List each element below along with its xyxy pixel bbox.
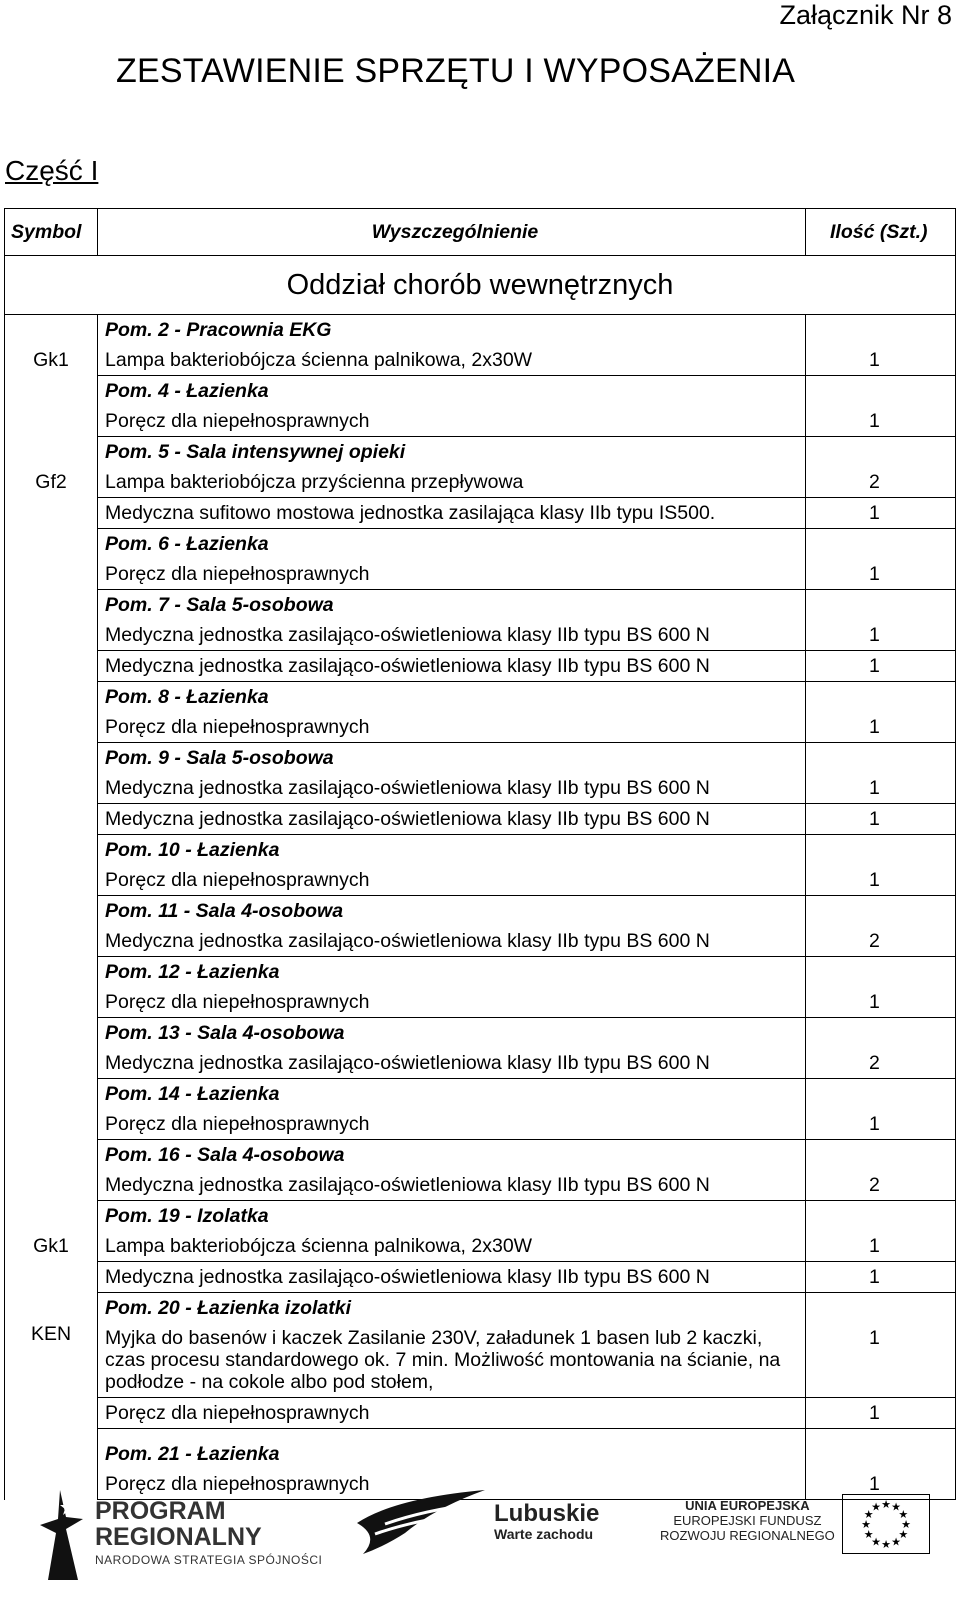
header-symbol: Symbol: [5, 209, 98, 256]
quantity-cell: [806, 957, 956, 988]
item-row: [5, 926, 956, 957]
quantity-cell: 1: [806, 406, 956, 437]
room-name: Pom. 4 - Łazienka: [98, 376, 806, 407]
symbol-cell: [5, 926, 98, 957]
quantity-cell: 1: [806, 620, 956, 651]
eu-star-icon: ★: [881, 1499, 891, 1511]
item-description: Poręcz dla niepełnosprawnych: [98, 865, 806, 896]
quantity-cell: [806, 590, 956, 621]
item-description: Medyczna jednostka zasilająco-oświetleniowa klasy IIb typu BS 600 N: [98, 926, 806, 957]
table-header-row: [5, 209, 956, 256]
item-row: [5, 1170, 956, 1201]
program-regionalny-text: [95, 1498, 322, 1567]
header-description: Wyszczególnienie: [98, 209, 806, 256]
symbol-cell: [5, 835, 98, 866]
room-row: [5, 896, 956, 927]
room-row: [5, 743, 956, 774]
room-row: [5, 957, 956, 988]
symbol-cell: [5, 1018, 98, 1049]
room-row: [5, 1140, 956, 1171]
quantity-cell: [806, 896, 956, 927]
quantity-cell: 2: [806, 1170, 956, 1201]
item-description: Medyczna jednostka zasilająco-oświetleniowa klasy IIb typu BS 600 N: [98, 620, 806, 651]
symbol-cell: [5, 498, 98, 529]
quantity-cell: 1: [806, 1398, 956, 1429]
item-row: [5, 651, 956, 682]
symbol-cell: [5, 957, 98, 988]
symbol-cell: [5, 1079, 98, 1110]
item-description: Poręcz dla niepełnosprawnych: [98, 712, 806, 743]
program-line-2: REGIONALNY: [95, 1523, 262, 1551]
symbol-cell: [5, 743, 98, 774]
item-row: [5, 345, 956, 376]
item-row: [5, 1398, 956, 1429]
symbol-cell: [5, 1398, 98, 1429]
lubuskie-logo-icon: [355, 1488, 490, 1563]
symbol-cell: [5, 896, 98, 927]
symbol-cell: [5, 1201, 98, 1232]
symbol-cell: [5, 651, 98, 682]
room-row: [5, 590, 956, 621]
symbol-cell: [5, 804, 98, 835]
room-name: Pom. 19 - Izolatka: [98, 1201, 806, 1232]
quantity-cell: 1: [806, 1323, 956, 1398]
symbol-cell: [5, 1439, 98, 1469]
symbol-cell: [5, 682, 98, 713]
room-name: Pom. 6 - Łazienka: [98, 529, 806, 560]
item-row: [5, 1048, 956, 1079]
item-description: Lampa bakteriobójcza przyścienna przepływowa: [98, 467, 806, 498]
symbol-cell: [5, 529, 98, 560]
room-name: Pom. 9 - Sala 5-osobowa: [98, 743, 806, 774]
department-title: Oddział chorób wewnętrznych: [5, 256, 956, 315]
room-row: [5, 682, 956, 713]
symbol-cell: [5, 1262, 98, 1293]
symbol-cell: [5, 437, 98, 468]
spacer-cell: [98, 1429, 806, 1440]
room-row: [5, 315, 956, 346]
attachment-label: Załącznik Nr 8: [779, 0, 952, 30]
symbol-cell: [5, 376, 98, 407]
item-row: [5, 620, 956, 651]
item-description: Poręcz dla niepełnosprawnych: [98, 1109, 806, 1140]
room-row: [5, 1293, 956, 1324]
item-row: [5, 467, 956, 498]
item-description: Poręcz dla niepełnosprawnych: [98, 406, 806, 437]
page-title: ZESTAWIENIE SPRZĘTU I WYPOSAŻENIA: [116, 52, 796, 90]
department-row: [5, 256, 956, 315]
eu-line-1: UNIA EUROPEJSKA: [685, 1498, 810, 1513]
eu-star-icon: ★: [898, 1509, 909, 1521]
symbol-cell: [5, 987, 98, 1018]
symbol-cell: [5, 712, 98, 743]
symbol-cell: [5, 1109, 98, 1140]
quantity-cell: [806, 1018, 956, 1049]
eu-line-3: ROZWOJU REGIONALNEGO: [660, 1528, 835, 1543]
item-row: [5, 406, 956, 437]
quantity-cell: [806, 376, 956, 407]
quantity-cell: [806, 437, 956, 468]
quantity-cell: [806, 529, 956, 560]
symbol-cell: [5, 590, 98, 621]
eu-star-icon: ★: [863, 1509, 874, 1521]
room-name: Pom. 16 - Sala 4-osobowa: [98, 1140, 806, 1171]
symbol-cell: [5, 773, 98, 804]
quantity-cell: [806, 743, 956, 774]
item-description: Lampa bakteriobójcza ścienna palnikowa, 2x30W: [98, 345, 806, 376]
symbol-cell: Gk1: [5, 345, 98, 376]
quantity-cell: [806, 1140, 956, 1171]
item-row: [5, 712, 956, 743]
eu-star-icon: ★: [901, 1519, 911, 1531]
quantity-cell: [806, 1201, 956, 1232]
quantity-cell: 1: [806, 804, 956, 835]
lubuskie-name: Lubuskie: [494, 1500, 600, 1527]
item-description: Myjka do basenów i kaczek Zasilanie 230V, załadunek 1 basen lub 2 kaczki, czas procesu standardowego ok. 7 min. Możliwość montowania na ścianie, na podłodze - na cokole albo pod stołem,: [98, 1323, 806, 1398]
quantity-cell: 2: [806, 1048, 956, 1079]
symbol-cell: [5, 406, 98, 437]
room-name: Pom. 8 - Łazienka: [98, 682, 806, 713]
quantity-cell: [806, 682, 956, 713]
room-name: Pom. 2 - Pracownia EKG: [98, 315, 806, 346]
quantity-cell: 1: [806, 651, 956, 682]
symbol-cell: [5, 1170, 98, 1201]
symbol-cell: [5, 865, 98, 896]
quantity-cell: 1: [806, 1262, 956, 1293]
room-name: Pom. 11 - Sala 4-osobowa: [98, 896, 806, 927]
quantity-cell: [806, 1439, 956, 1469]
quantity-cell: 1: [806, 773, 956, 804]
room-row: [5, 1201, 956, 1232]
header-quantity: Ilość (Szt.): [806, 209, 956, 256]
symbol-cell: KEN: [5, 1323, 98, 1398]
item-row: [5, 1323, 956, 1398]
quantity-cell: 1: [806, 987, 956, 1018]
quantity-cell: [806, 1293, 956, 1324]
lubuskie-text: [494, 1500, 599, 1542]
quantity-cell: 1: [806, 498, 956, 529]
eu-star-icon: ★: [861, 1519, 871, 1531]
item-description: Medyczna jednostka zasilająco-oświetleniowa klasy IIb typu BS 600 N: [98, 773, 806, 804]
footer-logos: [0, 1470, 960, 1617]
item-row: [5, 804, 956, 835]
item-description: Lampa bakteriobójcza ścienna palnikowa, 2x30W: [98, 1231, 806, 1262]
quantity-cell: 2: [806, 467, 956, 498]
symbol-cell: [5, 620, 98, 651]
item-description: Poręcz dla niepełnosprawnych: [98, 1469, 806, 1500]
quantity-cell: [806, 315, 956, 346]
symbol-cell: [5, 1140, 98, 1171]
item-description: Medyczna sufitowo mostowa jednostka zasilająca klasy IIb typu IS500.: [98, 498, 806, 529]
symbol-cell: Gf2: [5, 467, 98, 498]
eu-star-icon: ★: [863, 1529, 874, 1541]
room-row: [5, 1079, 956, 1110]
room-name: Pom. 5 - Sala intensywnej opieki: [98, 437, 806, 468]
item-description: Medyczna jednostka zasilająco-oświetleniowa klasy IIb typu BS 600 N: [98, 804, 806, 835]
room-row: [5, 1439, 956, 1469]
eu-flag-icon: [842, 1494, 930, 1554]
equipment-table: [4, 208, 956, 1500]
quantity-cell: 1: [806, 1231, 956, 1262]
item-row: [5, 1109, 956, 1140]
quantity-cell: [806, 1079, 956, 1110]
item-row: [5, 865, 956, 896]
lubuskie-tagline: Warte zachodu: [494, 1526, 594, 1542]
symbol-cell: [5, 559, 98, 590]
quantity-cell: 2: [806, 926, 956, 957]
item-description: Medyczna jednostka zasilająco-oświetleniowa klasy IIb typu BS 600 N: [98, 1048, 806, 1079]
room-name: Pom. 13 - Sala 4-osobowa: [98, 1018, 806, 1049]
room-name: Pom. 14 - Łazienka: [98, 1079, 806, 1110]
quantity-cell: 1: [806, 345, 956, 376]
quantity-cell: 1: [806, 1109, 956, 1140]
item-row: [5, 1231, 956, 1262]
room-name: Pom. 12 - Łazienka: [98, 957, 806, 988]
item-row: [5, 559, 956, 590]
eu-text: [660, 1498, 835, 1543]
eu-star-icon: ★: [891, 1536, 901, 1549]
spacer-cell: [806, 1429, 956, 1440]
room-name: Pom. 7 - Sala 5-osobowa: [98, 590, 806, 621]
program-line-1: PROGRAM: [95, 1497, 226, 1525]
item-row: [5, 987, 956, 1018]
eu-star-icon: ★: [891, 1501, 901, 1514]
item-description: Poręcz dla niepełnosprawnych: [98, 559, 806, 590]
item-row: [5, 773, 956, 804]
eu-star-icon: ★: [898, 1529, 909, 1541]
quantity-cell: [806, 835, 956, 866]
item-description: Medyczna jednostka zasilająco-oświetleniowa klasy IIb typu BS 600 N: [98, 1170, 806, 1201]
item-description: Medyczna jednostka zasilająco-oświetleniowa klasy IIb typu BS 600 N: [98, 1262, 806, 1293]
room-row: [5, 1018, 956, 1049]
program-regionalny-logo-icon: [38, 1485, 88, 1590]
item-row: [5, 498, 956, 529]
room-row: [5, 376, 956, 407]
program-line-3: NARODOWA STRATEGIA SPÓJNOŚCI: [95, 1553, 323, 1567]
eu-star-icon: ★: [871, 1501, 881, 1514]
spacer-cell: [5, 1429, 98, 1440]
item-description: Poręcz dla niepełnosprawnych: [98, 1398, 806, 1429]
part-heading: Część I: [5, 155, 99, 186]
room-name: Pom. 10 - Łazienka: [98, 835, 806, 866]
eu-star-icon: ★: [871, 1536, 881, 1549]
quantity-cell: 1: [806, 1469, 956, 1500]
room-name: Pom. 20 - Łazienka izolatki: [98, 1293, 806, 1324]
symbol-cell: Gk1: [5, 1231, 98, 1262]
room-row: [5, 835, 956, 866]
spacer-row: [5, 1429, 956, 1440]
quantity-cell: 1: [806, 865, 956, 896]
room-row: [5, 437, 956, 468]
room-name: Pom. 21 - Łazienka: [98, 1439, 806, 1469]
item-description: Poręcz dla niepełnosprawnych: [98, 987, 806, 1018]
symbol-cell: [5, 315, 98, 346]
eu-star-icon: ★: [881, 1539, 891, 1551]
quantity-cell: 1: [806, 712, 956, 743]
item-row: [5, 1262, 956, 1293]
symbol-cell: [5, 1293, 98, 1324]
quantity-cell: 1: [806, 559, 956, 590]
item-description: Medyczna jednostka zasilająco-oświetleniowa klasy IIb typu BS 600 N: [98, 651, 806, 682]
room-row: [5, 529, 956, 560]
symbol-cell: [5, 1048, 98, 1079]
eu-line-2: EUROPEJSKI FUNDUSZ: [673, 1513, 822, 1528]
